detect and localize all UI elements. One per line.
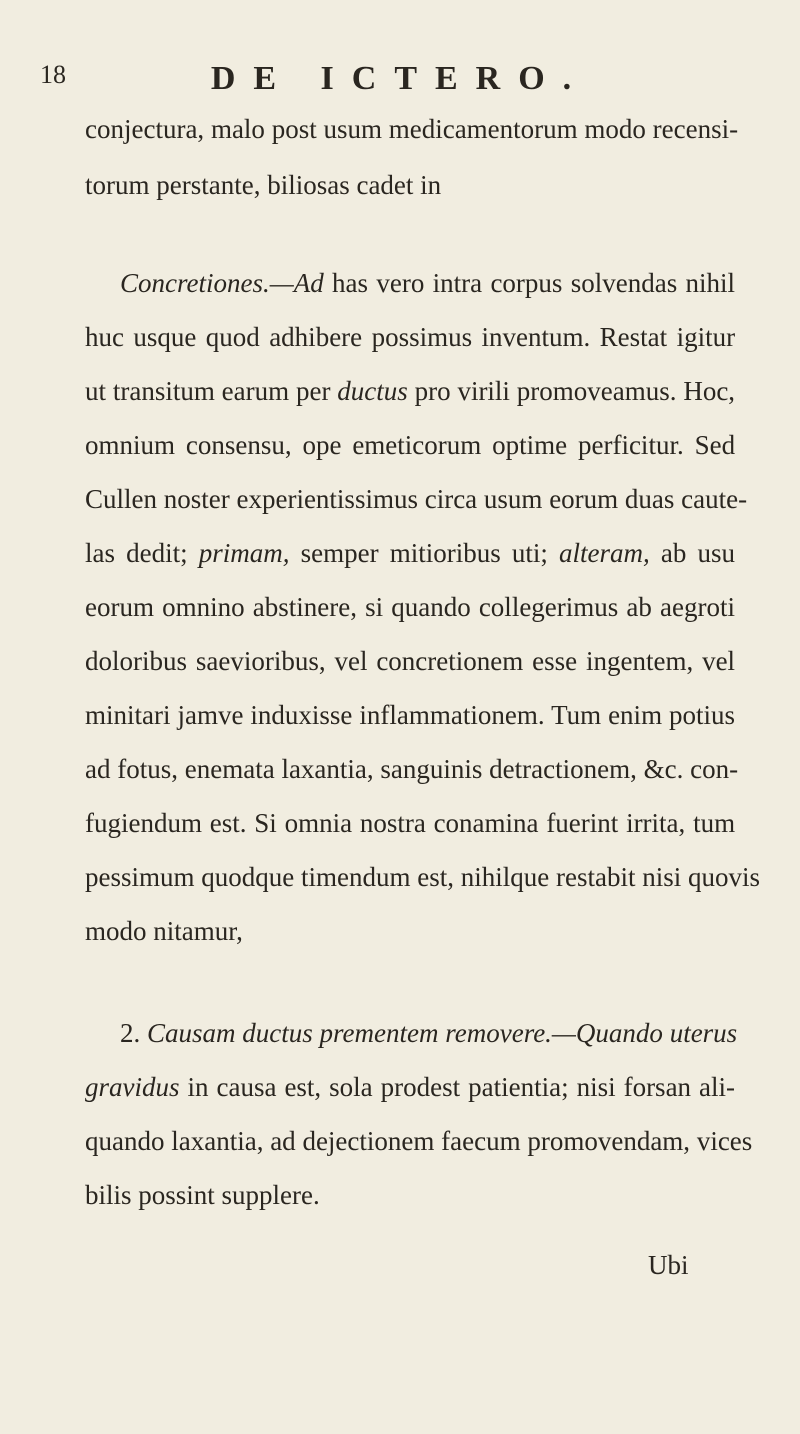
text-line: torum perstante, biliosas cadet in — [85, 170, 442, 200]
running-head: DE ICTERO. — [210, 60, 590, 97]
text-line: doloribus saevioribus, vel concretionem esse ingentem, vel — [85, 646, 736, 676]
text-line: pessimum quodque timendum est, nihilque restabit nisi quovis — [85, 862, 761, 892]
page-number: 18 — [40, 60, 66, 89]
text-line: bilis possint supplere. — [85, 1180, 320, 1210]
text-line: modo nitamur, — [85, 916, 243, 946]
text-line: Cullen noster experientissimus circa usum eorum duas caute- — [85, 484, 748, 514]
text-line: ut transitum earum per ductus pro virili promoveamus. Hoc, — [85, 376, 736, 406]
text-line: minitari jamve induxisse inflammationem. Tum enim potius — [85, 700, 736, 730]
text-line: conjectura, malo post usum medicamentorum modo recensi- — [85, 114, 739, 144]
page-header — [40, 60, 760, 100]
text-line: omnium consensu, ope emeticorum optime perficitur. Sed — [85, 430, 736, 460]
text-line: quando laxantia, ad dejectionem faecum promovendam, vices — [85, 1126, 753, 1156]
catchword: Ubi — [648, 1250, 689, 1280]
text-line: fugiendum est. Si omnia nostra conamina fuerint irrita, tum — [85, 808, 736, 838]
text-line: ad fotus, enemata laxantia, sanguinis detractionem, &c. con- — [85, 754, 739, 784]
text-line: eorum omnino abstinere, si quando collegerimus ab aegroti — [85, 592, 735, 622]
section-heading-line: Concretiones.—Ad has vero intra corpus solvendas nihil — [120, 268, 736, 298]
section-heading-line: 2. Causam ductus prementem removere.—Quando uterus — [120, 1018, 738, 1048]
text-line: huc usque quod adhibere possimus inventum. Restat igitur — [85, 322, 736, 352]
text-line: gravidus in causa est, sola prodest patientia; nisi forsan ali- — [85, 1072, 736, 1102]
text-line: las dedit; primam, semper mitioribus uti; alteram, ab usu — [85, 538, 736, 568]
